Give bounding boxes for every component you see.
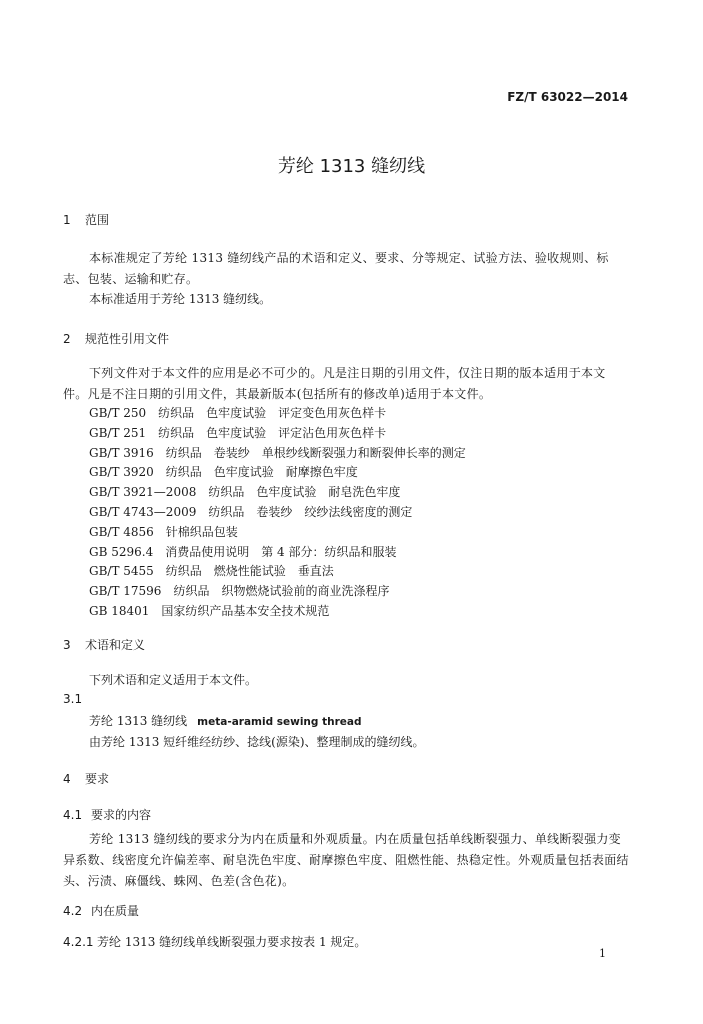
- standard-code: FZ/T 63022—2014: [507, 90, 628, 104]
- reference-item: GB/T 4743—2009 纺织品 卷装纱 绞纱法线密度的测定: [89, 504, 413, 519]
- subsection-4-1-heading: [63, 806, 151, 823]
- reference-item: GB 5296.4 消费品使用说明 第 4 部分：纺织品和服装: [89, 544, 397, 559]
- reference-item: GB/T 5455 纺织品 燃烧性能试验 垂直法: [89, 564, 334, 579]
- subsection-4-2-heading: [63, 902, 139, 919]
- reference-item: GB/T 3921—2008 纺织品 色牢度试验 耐皂洗色牢度: [89, 485, 401, 500]
- section-title: 规范性引用文件: [85, 332, 170, 346]
- section-number: 1: [63, 213, 71, 227]
- section-title: 术语和定义: [85, 638, 146, 652]
- subsection-title: 要求的内容: [91, 808, 152, 822]
- clause-4-2-1: [63, 933, 366, 950]
- reference-item: GB/T 3916 纺织品 卷装纱 单根纱线断裂强力和断裂伸长率的测定: [89, 445, 466, 460]
- subsection-3-1-number: 3.1: [63, 692, 83, 706]
- reference-item: GB 18401 国家纺织产品基本安全技术规范: [89, 603, 330, 618]
- section-4-heading: [63, 770, 109, 787]
- term-definition: 由芳纶 1313 短纤维经纺纱、捻线(源染)、整理制成的缝纫线。: [89, 735, 425, 749]
- clause-text: 芳纶 1313 缝纫线单线断裂强力要求按表 1 规定。: [97, 935, 367, 949]
- reference-item: GB/T 17596 纺织品 织物燃烧试验前的商业洗涤程序: [89, 584, 390, 599]
- clause-number: 4.2.1: [63, 935, 94, 949]
- term-chinese: 芳纶 1313 缝纫线: [89, 714, 188, 728]
- section-number: 4: [63, 772, 71, 786]
- subsection-number: 4.1: [63, 808, 83, 822]
- section-2-paragraph-1: 下列文件对于本文件的应用是必不可少的。凡是注日期的引用文件，仅注日期的版本适用于本文件。凡是不注日期的引用文件，其最新版本(包括所有的修改单)适用于本文件。: [63, 366, 606, 401]
- term-entry: [89, 712, 361, 729]
- section-number: 2: [63, 332, 71, 346]
- section-number: 3: [63, 638, 71, 652]
- document-title: 芳纶 1313 缝纫线: [277, 156, 426, 177]
- normative-references-list: [89, 404, 466, 622]
- section-3-heading: [63, 636, 145, 653]
- subsection-title: 内在质量: [91, 904, 140, 918]
- section-3-paragraph-1: 下列术语和定义适用于本文件。: [89, 673, 258, 687]
- section-1-heading: [63, 211, 109, 228]
- subsection-number: 4.2: [63, 904, 83, 918]
- reference-item: GB/T 3920 纺织品 色牢度试验 耐摩擦色牢度: [89, 465, 358, 480]
- section-1-paragraph-1: 本标准规定了芳纶 1313 缝纫线产品的术语和定义、要求、分等规定、试验方法、验收规则、标志、包装、运输和贮存。: [63, 251, 609, 286]
- page-number: 1: [599, 947, 606, 960]
- section-2-heading: [63, 330, 169, 347]
- term-english: meta-aramid sewing thread: [197, 716, 362, 728]
- reference-item: GB/T 4856 针棉织品包装: [89, 524, 238, 539]
- section-title: 要求: [85, 772, 110, 786]
- subsection-4-1-paragraph: 芳纶 1313 缝纫线的要求分为内在质量和外观质量。内在质量包括单线断裂强力、单线断裂强力变异系数、线密度允许偏差率、耐皂洗色牢度、耐摩擦色牢度、阻燃性能、热稳定性。外观质量包括表面结头、污渍、麻僵线、蛛网、色差(含色花)。: [63, 832, 629, 888]
- reference-item: GB/T 251 纺织品 色牢度试验 评定沾色用灰色样卡: [89, 425, 387, 440]
- reference-item: GB/T 250 纺织品 色牢度试验 评定变色用灰色样卡: [89, 406, 387, 420]
- section-1-paragraph-2: 本标准适用于芳纶 1313 缝纫线。: [89, 292, 272, 306]
- section-title: 范围: [85, 213, 110, 227]
